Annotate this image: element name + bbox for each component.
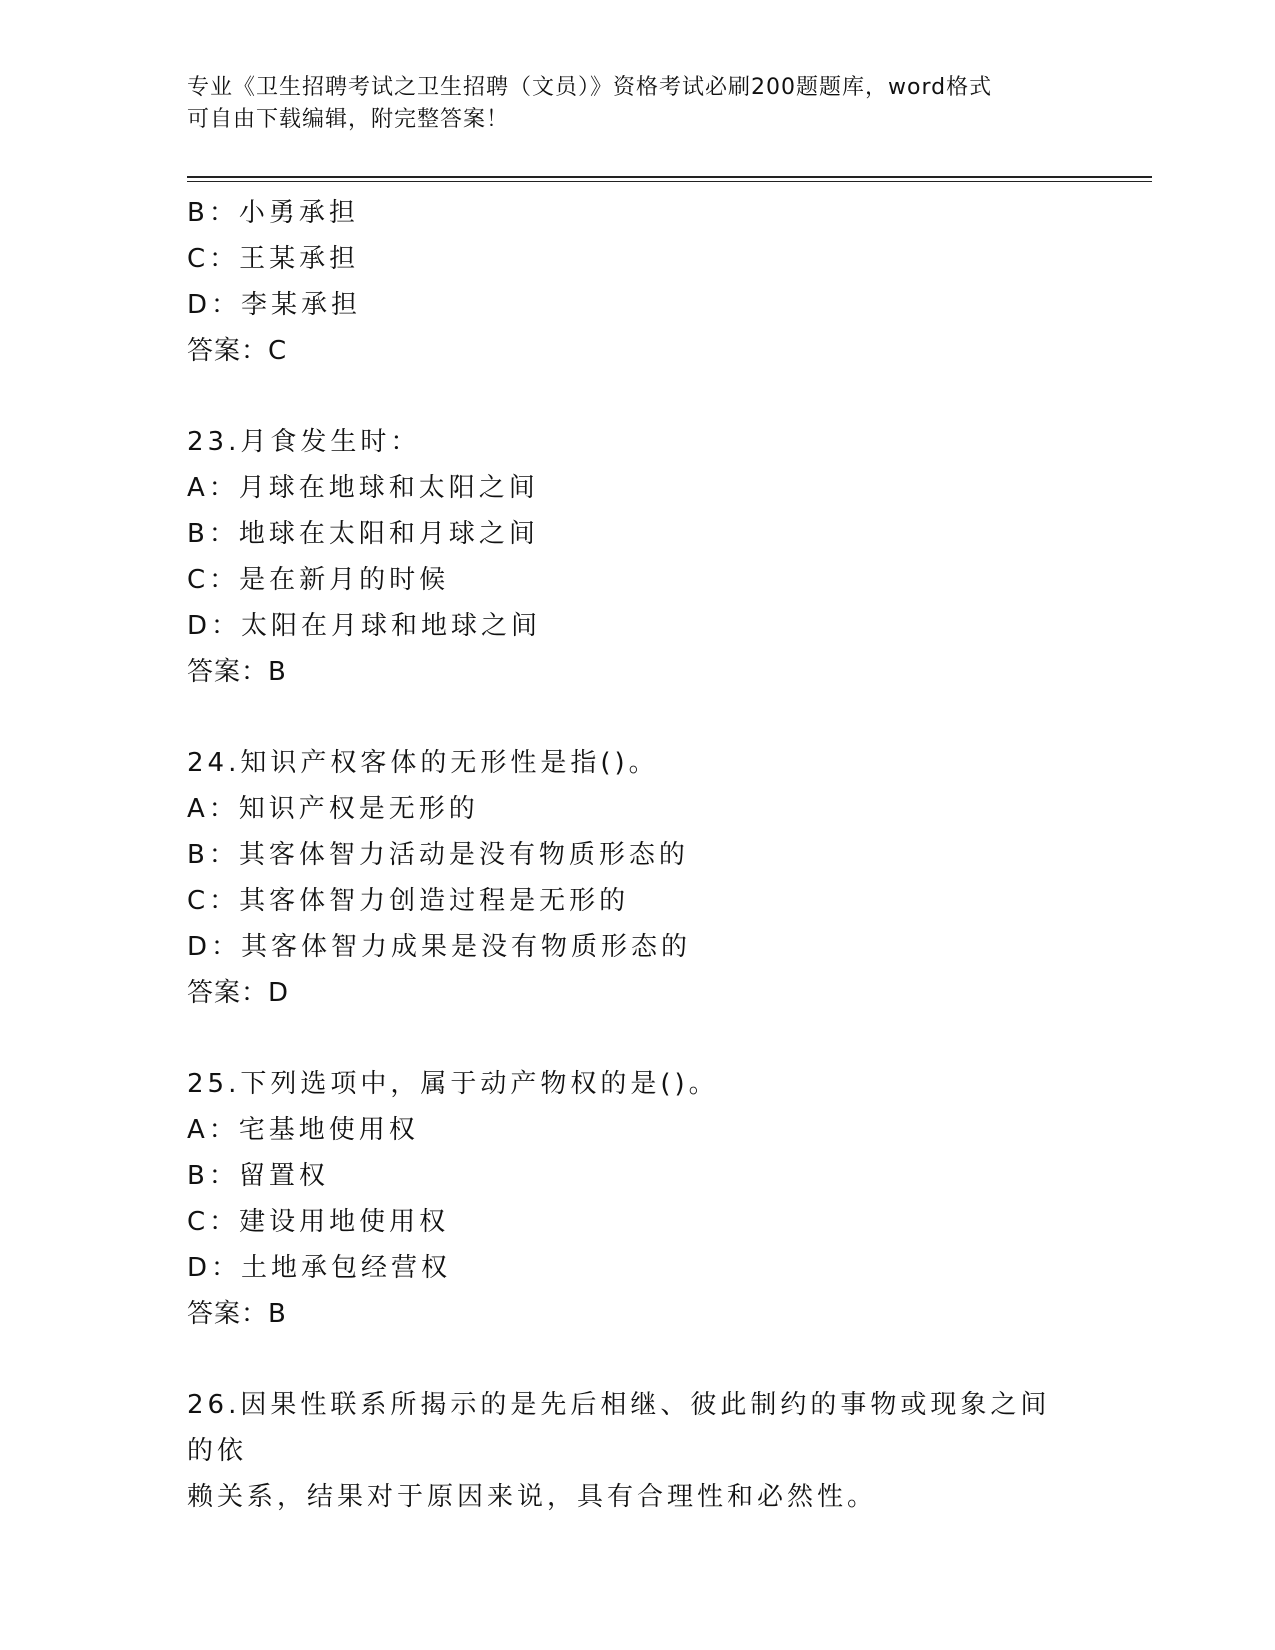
question-stem-line-2: 赖关系，结果对于原因来说，具有合理性和必然性。: [187, 1482, 878, 1512]
option-b: B：地球在太阳和月球之间: [187, 519, 539, 549]
option-c: C：其客体智力创造过程是无形的: [187, 886, 630, 916]
document-header: [187, 72, 1067, 136]
answer: 答案：D: [187, 978, 290, 1008]
answer: 答案：B: [187, 1299, 287, 1329]
header-rule-thick: [187, 176, 1152, 178]
option-d: D：土地承包经营权: [187, 1253, 452, 1283]
question-list: [187, 190, 1087, 1520]
option-c: C：建设用地使用权: [187, 1207, 450, 1237]
option-a: A：知识产权是无形的: [187, 794, 479, 824]
option-b: B：留置权: [187, 1161, 329, 1191]
answer: 答案：B: [187, 657, 287, 687]
question-22-continued: [187, 190, 1087, 374]
option-d: D：其客体智力成果是没有物质形态的: [187, 932, 692, 962]
option-c: C：是在新月的时候: [187, 565, 450, 595]
header-rule-thin: [187, 181, 1152, 182]
question-stem: 23.月食发生时：: [187, 427, 421, 457]
option-a: A：月球在地球和太阳之间: [187, 473, 539, 503]
question-25: [187, 1061, 1087, 1337]
question-26: [187, 1382, 1087, 1520]
option-d: D：太阳在月球和地球之间: [187, 611, 542, 641]
question-stem: 24.知识产权客体的无形性是指()。: [187, 748, 659, 778]
answer: 答案：C: [187, 336, 288, 366]
question-stem: 25.下列选项中，属于动产物权的是()。: [187, 1069, 719, 1099]
question-24: [187, 740, 1087, 1016]
option-a: A：宅基地使用权: [187, 1115, 419, 1145]
question-stem-line-1: 26.因果性联系所揭示的是先后相继、彼此制约的事物或现象之间的依: [187, 1390, 1051, 1466]
question-23: [187, 419, 1087, 695]
header-line-1: 专业《卫生招聘考试之卫生招聘（文员）》资格考试必刷200题题库，word格式: [187, 75, 993, 100]
option-b: B：小勇承担: [187, 198, 359, 228]
option-d: D：李某承担: [187, 290, 362, 320]
option-c: C：王某承担: [187, 244, 360, 274]
option-b: B：其客体智力活动是没有物质形态的: [187, 840, 689, 870]
header-line-2: 可自由下载编辑，附完整答案！: [187, 107, 510, 132]
